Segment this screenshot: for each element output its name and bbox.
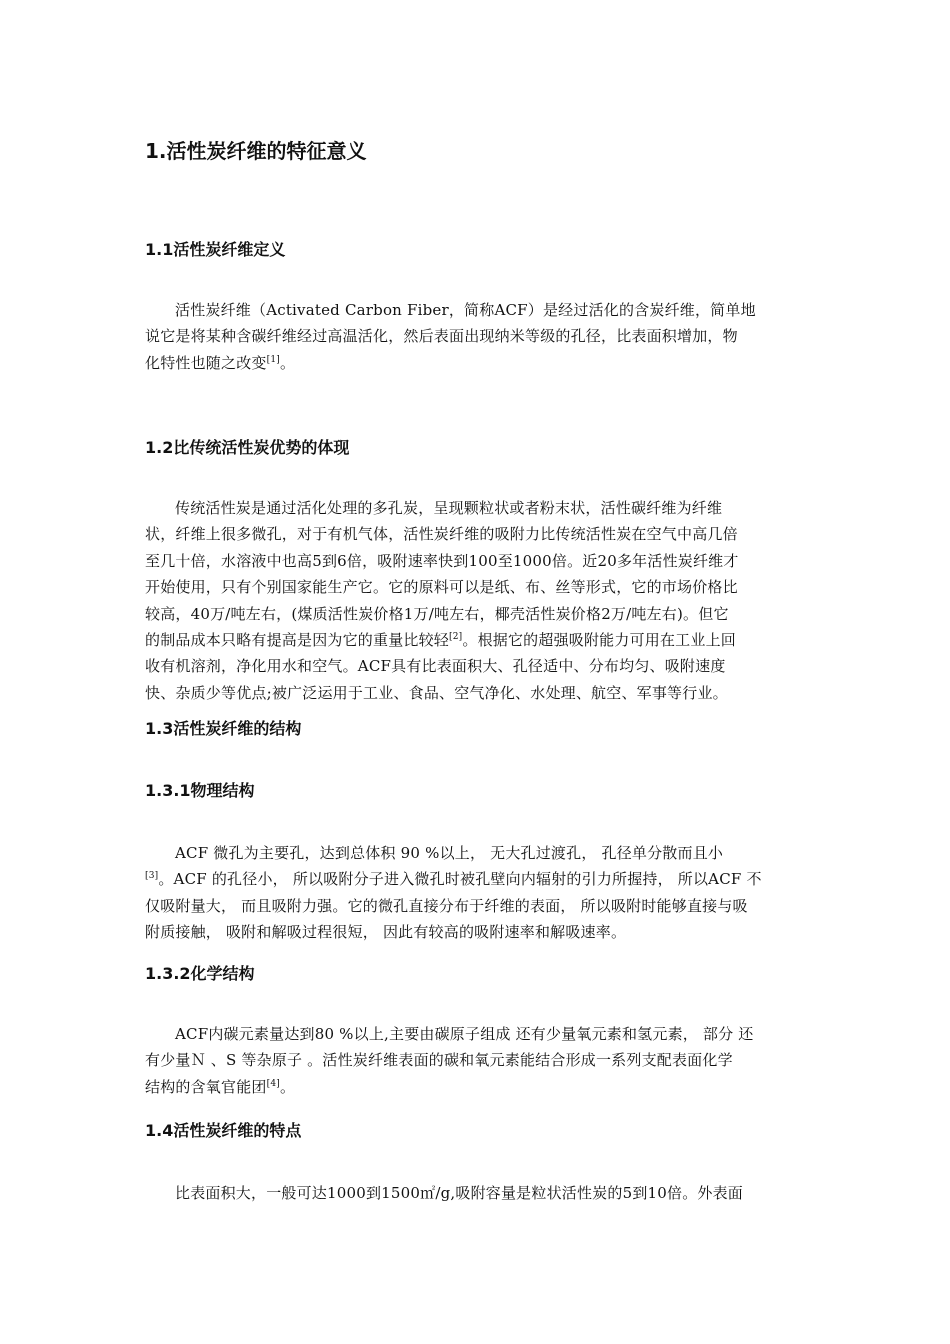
paragraph-line: 说它是将某种含碳纤维经过高温活化，然后表面出现纳米等级的孔径，比表面积增加，物 [145,327,738,346]
paragraph-line: [3]。ACF 的孔径小， 所以吸附分子进入微孔时被孔壁向内辐射的引力所握持， 所以ACF 不 [145,870,762,889]
paragraph-line: 仅吸附量大， 而且吸附力强。它的微孔直接分布于纤维的表面， 所以吸附时能够直接与吸 [145,896,748,915]
section-paragraph-1-3-2 [145,1021,807,1100]
paragraph-line: 结构的含氧官能团[4]。 [145,1077,296,1096]
paragraph-line: 收有机溶剂，净化用水和空气。ACF具有比表面积大、孔径适中、分布均匀、吸附速度 [145,657,726,676]
section-paragraph-1-1 [145,297,807,376]
section-heading-1-3: 1.3活性炭纤维的结构 [145,719,302,738]
citation-marker: [3] [145,871,159,882]
paragraph-line: 至几十倍，水溶液中也高5到6倍，吸附速率快到100至1000倍。近20多年活性炭纤维才 [145,551,739,570]
paragraph-line: 开始使用，只有个别国家能生产它。它的原料可以是纸、布、丝等形式，它的市场价格比 [145,578,738,597]
section-paragraph-1-2 [145,495,807,706]
paragraph-line: ACF内碳元素量达到80 %以上,主要由碳原子组成 还有少量氧元素和氢元素， 部分 还 [175,1025,754,1043]
paragraph-line: 比表面积大，一般可达1000到1500㎡/g,吸附容量是粒状活性炭的5到10倍。外表面 [175,1184,744,1202]
paragraph-line: 附质接触， 吸附和解吸过程很短， 因此有较高的吸附速率和解吸速率。 [145,923,627,942]
citation-marker: [4] [266,1078,280,1089]
section-heading-1-1: 1.1活性炭纤维定义 [145,240,286,259]
paragraph-line: 活性炭纤维（Activated Carbon Fiber，简称ACF）是经过活化的含炭纤维，简单地 [175,301,756,319]
page-title: 1.活性炭纤维的特征意义 [145,139,367,163]
section-paragraph-1-4 [145,1180,807,1206]
section-heading-1-4: 1.4活性炭纤维的特点 [145,1121,302,1140]
paragraph-line: ACF 微孔为主要孔，达到总体积 90 %以上， 无大孔过渡孔， 孔径单分散而且小 [175,844,724,862]
paragraph-line: 传统活性炭是通过活化处理的多孔炭，呈现颗粒状或者粉末状，活性碳纤维为纤维 [175,499,723,517]
paragraph-line: 的制品成本只略有提高是因为它的重量比较轻[2]。根据它的超强吸附能力可用在工业上回 [145,631,736,650]
paragraph-line: 化特性也随之改变[1]。 [145,353,296,372]
paragraph-line: 快、杂质少等优点;被广泛运用于工业、食品、空气净化、水处理、航空、军事等行业。 [145,683,728,702]
section-paragraph-1-3-1 [145,840,807,946]
paragraph-line: 较高，40万/吨左右，(煤质活性炭价格1万/吨左右，椰壳活性炭价格2万/吨左右)。但它 [145,604,729,623]
citation-marker: [2] [449,632,463,643]
section-heading-1-3-1: 1.3.1物理结构 [145,781,255,800]
section-heading-1-2: 1.2比传统活性炭优势的体现 [145,438,350,457]
section-heading-1-3-2: 1.3.2化学结构 [145,964,255,983]
paragraph-line: 状，纤维上很多微孔，对于有机气体，活性炭纤维的吸附力比传统活性炭在空气中高几倍 [145,525,738,544]
citation-marker: [1] [266,354,280,365]
paragraph-line: 有少量Ｎ 、S 等杂原子 。活性炭纤维表面的碳和氧元素能结合形成一系列支配表面化学 [145,1051,733,1070]
